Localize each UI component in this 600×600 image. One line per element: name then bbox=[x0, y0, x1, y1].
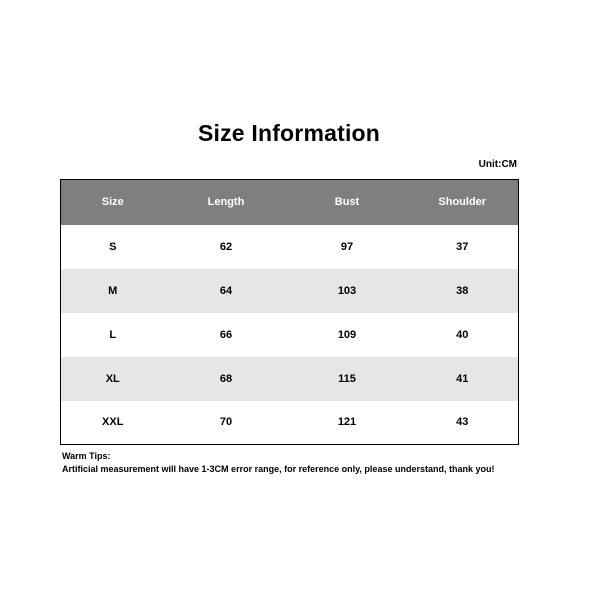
warm-tips bbox=[62, 450, 522, 476]
table-row bbox=[61, 225, 519, 269]
cell-length: 70 bbox=[219, 416, 233, 429]
cell-size: M bbox=[108, 284, 118, 297]
cell-length: 68 bbox=[219, 372, 233, 385]
cell-length: 62 bbox=[219, 240, 233, 253]
cell-bust: 115 bbox=[338, 372, 356, 385]
cell-bust: 103 bbox=[337, 284, 357, 297]
cell-shoulder: 43 bbox=[456, 416, 469, 429]
table-row bbox=[61, 357, 519, 401]
cell-shoulder: 40 bbox=[456, 328, 469, 341]
header-bust: Bust bbox=[334, 196, 360, 209]
cell-shoulder: 38 bbox=[456, 284, 469, 297]
header-size: Size bbox=[101, 196, 124, 209]
cell-length: 66 bbox=[219, 328, 233, 341]
cell-bust: 97 bbox=[340, 240, 354, 253]
table-row bbox=[61, 269, 519, 313]
cell-size: XL bbox=[105, 372, 120, 385]
table-row bbox=[61, 401, 519, 445]
cell-length: 64 bbox=[219, 284, 233, 297]
cell-size: S bbox=[109, 240, 117, 253]
cell-size: XXL bbox=[102, 416, 124, 429]
cell-bust: 121 bbox=[337, 416, 357, 429]
warm-tips-heading: Warm Tips: bbox=[62, 451, 111, 461]
warm-tips-text: Artificial measurement will have 1-3CM error range, for reference only, please understand, thank you! bbox=[62, 464, 495, 474]
header-length: Length bbox=[207, 196, 245, 209]
cell-shoulder: 41 bbox=[456, 372, 469, 385]
cell-size: L bbox=[109, 328, 117, 341]
cell-shoulder: 37 bbox=[456, 240, 469, 253]
header-shoulder: Shoulder bbox=[438, 196, 487, 209]
table-row bbox=[61, 313, 519, 357]
unit-label: Unit:CM bbox=[478, 159, 517, 170]
table-header-row bbox=[61, 180, 519, 225]
page-title: Size Information bbox=[197, 120, 381, 146]
size-table bbox=[60, 179, 519, 445]
cell-bust: 109 bbox=[337, 328, 357, 341]
